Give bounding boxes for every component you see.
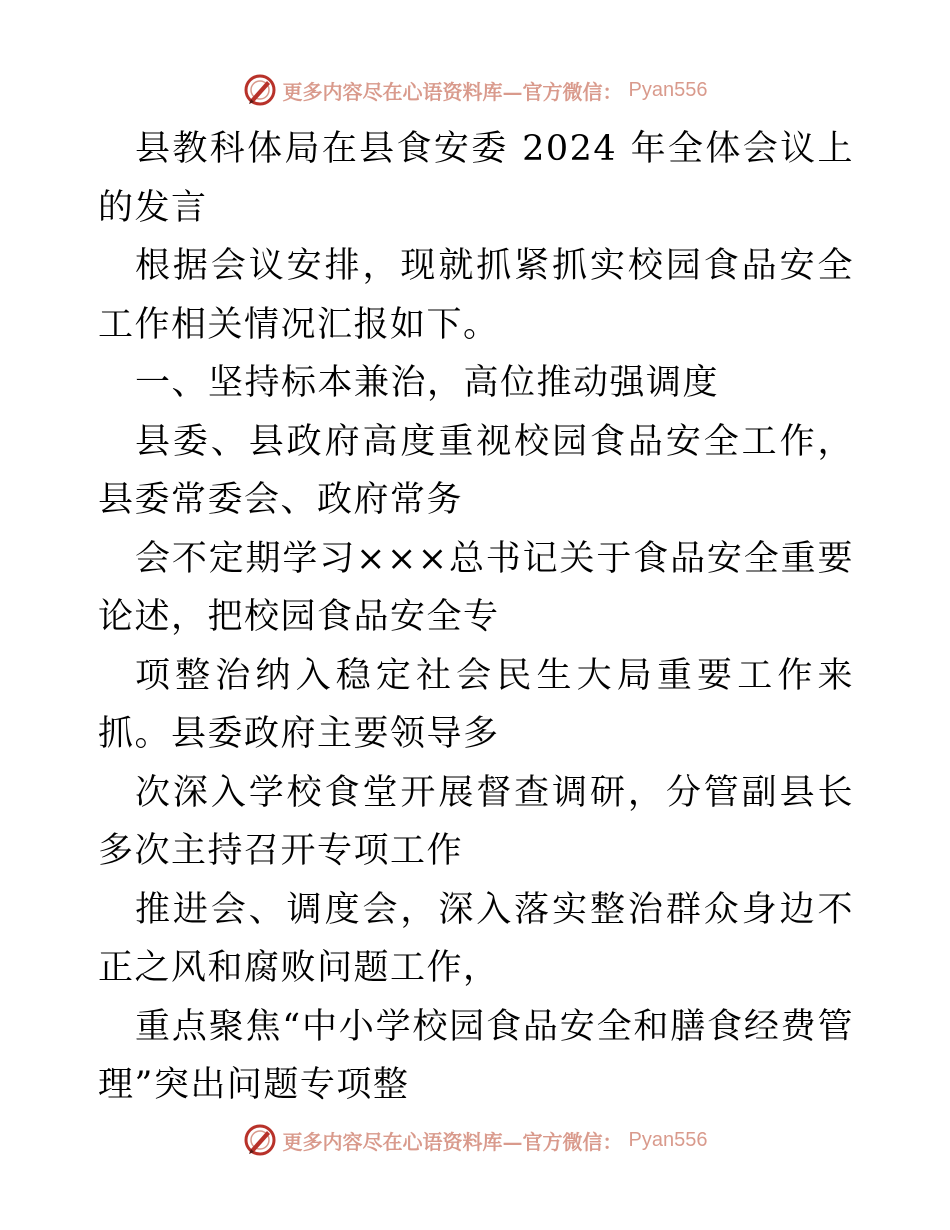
paragraph: 次深入学校食堂开展督查调研，分管副县长多次主持召开专项工作 — [98, 772, 854, 871]
document-title: 县教科体局在县食安委 2024 年全体会议上的发言 — [98, 129, 854, 228]
header-watermark — [0, 70, 950, 110]
paragraph: 项整治纳入稳定社会民生大局重要工作来抓。县委政府主要领导多 — [98, 655, 854, 754]
pen-logo-icon — [243, 73, 277, 107]
watermark-text: 更多内容尽在心语资料库—官方微信： — [282, 1129, 623, 1154]
paragraph: 县委、县政府高度重视校园食品安全工作，县委常委会、政府常务 — [98, 421, 854, 520]
watermark-wechat-id: Pyan556 — [628, 1128, 708, 1151]
document-body — [98, 120, 854, 1115]
watermark-text: 更多内容尽在心语资料库—官方微信： — [282, 79, 623, 104]
pen-logo-icon — [243, 1123, 277, 1157]
watermark-wechat-id: Pyan556 — [628, 78, 708, 101]
paragraph: 根据会议安排，现就抓紧抓实校园食品安全工作相关情况汇报如下。 — [98, 246, 854, 345]
paragraph: 重点聚焦“中小学校园食品安全和膳食经费管理”突出问题专项整 — [98, 1006, 854, 1105]
footer-watermark — [0, 1120, 950, 1160]
paragraph: 推进会、调度会，深入落实整治群众身边不正之风和腐败问题工作， — [98, 889, 854, 988]
paragraph: 会不定期学习×××总书记关于食品安全重要论述，把校园食品安全专 — [98, 538, 854, 637]
section-heading: 一、坚持标本兼治，高位推动强调度 — [135, 363, 720, 403]
